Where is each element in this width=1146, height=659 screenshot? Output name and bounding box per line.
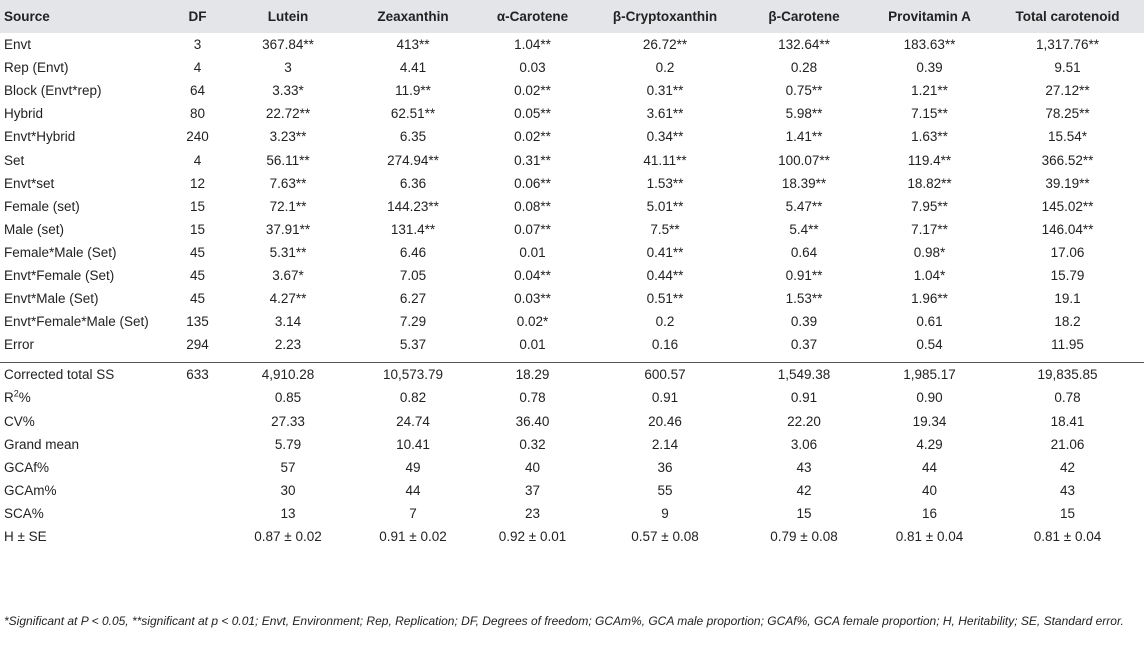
table-cell: 27.33 [271, 413, 305, 429]
table-cell: 0.64 [790, 244, 818, 260]
table-cell: 44 [921, 459, 938, 475]
column-header: Total carotenoid [991, 0, 1144, 33]
row-label: Set [4, 152, 25, 168]
table-cell: 40 [921, 482, 938, 498]
table-cell: 7.15** [911, 106, 948, 122]
table-cell: 3.23** [269, 129, 307, 145]
row-label-r2: $R^2\%$ [4, 388, 31, 406]
column-header: Source [0, 0, 170, 33]
table-cell: 45 [189, 267, 206, 283]
row-label: Hybrid [4, 106, 44, 122]
row-label: H ± SE [4, 529, 47, 545]
table-cell: 0.91** [785, 267, 823, 283]
table-row [0, 287, 1144, 310]
table-row [0, 172, 1144, 195]
table-cell: 6.35 [399, 129, 427, 145]
table-cell: 0.32 [519, 436, 546, 452]
table-cell: 131.4** [390, 221, 436, 237]
table-cell: 274.94** [387, 152, 439, 168]
table-cell: 55 [657, 482, 673, 498]
table-cell: 37 [524, 482, 541, 498]
table-cell [170, 502, 225, 525]
table-cell: 0.98* [913, 244, 946, 260]
column-header: β-Cryptoxanthin [590, 0, 740, 33]
table-cell: 5.98** [785, 106, 823, 122]
table-cell: 78.25** [1045, 106, 1090, 122]
table-cell: 183.63** [903, 37, 956, 53]
table-row [0, 333, 1144, 356]
table-cell [170, 479, 225, 502]
table-cell: 0.90 [916, 390, 943, 406]
table-cell: 41.11** [643, 152, 687, 168]
table-cell: 7.5** [650, 221, 680, 237]
table-cell: 600.57 [590, 363, 740, 387]
table-cell: 36.40 [515, 413, 550, 429]
table-cell: 5.31** [269, 244, 307, 260]
table-cell: 39.19** [1045, 175, 1090, 191]
table-row [0, 218, 1144, 241]
row-label: GCAf% [4, 459, 50, 475]
table-cell: 15 [189, 221, 206, 237]
table-cell: 18.2 [1054, 314, 1081, 330]
table-cell: 42 [1059, 459, 1076, 475]
table-cell: 3.33* [272, 83, 304, 99]
table-row [0, 148, 1144, 171]
table-cell: 1,549.38 [740, 363, 868, 387]
table-cell: 0.03 [519, 60, 546, 76]
row-label: Rep (Envt) [4, 60, 69, 76]
table-cell: 72.1** [269, 198, 307, 214]
table-cell: 18.41 [1050, 413, 1085, 429]
table-row [0, 33, 1144, 56]
table-cell: 0.81 ± 0.04 [895, 529, 964, 545]
table-row [0, 195, 1144, 218]
table-cell: 1.96** [911, 291, 948, 307]
table-header [0, 0, 1144, 33]
table-cell: 5.4** [789, 221, 819, 237]
table-cell: 13 [280, 505, 296, 521]
column-header: DF [170, 0, 225, 33]
table-cell: 19.34 [912, 413, 947, 429]
table-cell: 1.41** [785, 129, 823, 145]
table-cell: 0.01 [519, 337, 546, 353]
table-cell: 1.04** [514, 37, 551, 53]
table-cell: 5.37 [399, 337, 427, 353]
table-row [0, 310, 1144, 333]
table-cell: 132.64** [778, 37, 830, 53]
table-cell: 0.79 ± 0.08 [770, 529, 838, 545]
table-cell: 57 [280, 459, 296, 475]
table-cell: 0.75** [785, 83, 823, 99]
table-cell: 4 [193, 60, 202, 76]
table-cell: 30 [280, 482, 296, 498]
table-cell: 15 [189, 198, 206, 214]
column-header: α-Carotene [475, 0, 590, 33]
table-row [0, 102, 1144, 125]
row-label: Grand mean [4, 436, 80, 452]
table-cell: 0.82 [399, 390, 427, 406]
table-row [0, 479, 1144, 502]
table-cell: 7.29 [399, 314, 427, 330]
row-label: Envt*Female*Male (Set) [4, 314, 149, 330]
table-cell: 7 [409, 505, 417, 521]
table-cell: 4,910.28 [225, 363, 351, 387]
table-cell: 0.02** [514, 129, 551, 145]
table-cell: 27.12** [1045, 83, 1090, 99]
table-cell: 6.36 [399, 175, 427, 191]
table-cell: 413** [396, 37, 430, 53]
table-cell: 145.02** [1041, 198, 1094, 214]
table-row [0, 241, 1144, 264]
table-cell: 7.05 [399, 267, 427, 283]
row-label: Error [4, 337, 34, 353]
column-header: β-Carotene [740, 0, 868, 33]
table-cell: 240 [186, 129, 209, 145]
table-cell: 0.02* [516, 314, 549, 330]
table-cell: 6.27 [399, 291, 427, 307]
table-cell: 0.92 ± 0.01 [498, 529, 567, 545]
table-cell: 0.01 [519, 244, 546, 260]
table-cell: 11.9** [395, 83, 431, 99]
header-row [0, 0, 1144, 33]
summary-body [0, 363, 1144, 548]
table-cell: 16 [921, 505, 938, 521]
table-row [0, 264, 1144, 287]
table-row [0, 386, 1144, 409]
table-cell [170, 525, 225, 548]
table-cell: 15 [796, 505, 812, 521]
table-cell: 4.27** [269, 291, 307, 307]
table-cell: 40 [524, 459, 541, 475]
row-label: Envt*Male (Set) [4, 291, 99, 307]
table-cell: 0.04** [514, 267, 551, 283]
table-cell: 4.29 [916, 436, 943, 452]
table-cell: 0.91 [651, 390, 679, 406]
table-cell: 0.57 ± 0.08 [631, 529, 699, 545]
table-cell: 18.39** [781, 175, 827, 191]
table-cell: 19.1 [1054, 291, 1081, 307]
table-cell: 0.02** [514, 83, 551, 99]
table-cell: 119.4** [907, 152, 952, 168]
table-cell: 36 [657, 459, 673, 475]
table-cell: 3 [284, 60, 292, 76]
row-label: Block (Envt*rep) [4, 83, 102, 99]
row-label: GCAm% [4, 482, 57, 498]
table-cell: 0.08** [514, 198, 551, 214]
table-cell [170, 433, 225, 456]
table-row [0, 125, 1144, 148]
table-cell: 0.78 [519, 390, 546, 406]
table-cell: 18.29 [475, 363, 590, 387]
table-cell: 1.04* [913, 267, 946, 283]
table-cell: 15.54* [1047, 129, 1088, 145]
footnote: *Significant at P < 0.05, **significant at p < 0.01; Envt, Environment; Rep, Replication; DF, Degrees of freedom; GCAm%, GCA male proportion; GCAf%, GCA female proportion; H, Heritability; SE, Standard error. [4, 614, 1124, 628]
table-cell: 0.41** [646, 244, 684, 260]
table-row [0, 433, 1144, 456]
table-cell [170, 456, 225, 479]
table-cell: 49 [405, 459, 421, 475]
table-cell: 1.63** [911, 129, 948, 145]
table-cell: 62.51** [390, 106, 436, 122]
table-cell: 20.46 [648, 413, 682, 429]
table-cell: 17.06 [1050, 244, 1085, 260]
table-body [0, 33, 1144, 356]
table-cell: 11.95 [1051, 337, 1084, 353]
column-header: Lutein [225, 0, 351, 33]
table-cell: 0.31** [514, 152, 551, 168]
table-cell: 0.51** [646, 291, 684, 307]
table-cell: 10,573.79 [351, 363, 475, 387]
table-cell: 0.03** [514, 291, 551, 307]
row-label: Envt [4, 37, 32, 53]
table-cell: 0.87 ± 0.02 [254, 529, 322, 545]
table-row [0, 525, 1144, 548]
table-cell: 144.23** [387, 198, 439, 214]
table-cell: 6.46 [399, 244, 427, 260]
table-row [0, 410, 1144, 433]
table-cell: 42 [796, 482, 812, 498]
table-row [0, 56, 1144, 79]
table-cell: 2.23 [274, 337, 302, 353]
table-cell: 3.67* [272, 267, 304, 283]
table-cell: 0.06** [514, 175, 551, 191]
table-cell: 3.61** [646, 106, 684, 122]
table-cell: 0.81 ± 0.04 [1033, 529, 1102, 545]
table-cell: 294 [186, 337, 209, 353]
table-cell: 45 [189, 244, 206, 260]
table-cell [170, 410, 225, 433]
table-cell: 367.84** [262, 37, 314, 53]
table-cell: 0.28 [790, 60, 818, 76]
table-cell: 7.63** [269, 175, 307, 191]
table-cell: 80 [189, 106, 206, 122]
column-header: Zeaxanthin [351, 0, 475, 33]
table-cell: 19,835.85 [991, 363, 1144, 387]
table-cell: 5.01** [646, 198, 684, 214]
table-cell: 22.20 [787, 413, 821, 429]
table-cell: 0.54 [916, 337, 943, 353]
table-cell: 9.51 [1054, 60, 1081, 76]
table-cell: 24.74 [396, 413, 430, 429]
table-cell: 0.05** [514, 106, 551, 122]
table-cell: 146.04** [1041, 221, 1094, 237]
table-cell: 15.79 [1050, 267, 1085, 283]
table-cell: 21.06 [1050, 436, 1085, 452]
table-row [0, 79, 1144, 102]
table-cell: 64 [189, 83, 206, 99]
row-label: Envt*Female (Set) [4, 267, 115, 283]
table-cell: 22.72** [265, 106, 311, 122]
table-cell: 5.79 [274, 436, 302, 452]
table-cell: 7.95** [911, 198, 948, 214]
table-cell: 0.44** [646, 267, 684, 283]
table-cell: 15 [1059, 505, 1076, 521]
row-label: Male (set) [4, 221, 65, 237]
table-cell: 2.14 [651, 436, 679, 452]
table-cell: 3.06 [790, 436, 818, 452]
table-row [0, 502, 1144, 525]
table-cell: 12 [189, 175, 206, 191]
table-cell: 44 [405, 482, 421, 498]
row-label: Corrected total SS [0, 363, 170, 387]
table-cell: 37.91** [265, 221, 311, 237]
table-cell: 0.91 ± 0.02 [379, 529, 447, 545]
row-label: CV% [4, 413, 35, 429]
table-cell: 18.82** [907, 175, 952, 191]
table-cell: 0.07** [514, 221, 551, 237]
table-cell: 0.91 [790, 390, 818, 406]
row-label: Envt*Hybrid [4, 129, 76, 145]
column-header: Provitamin A [868, 0, 991, 33]
table-cell: 3 [193, 37, 202, 53]
table-cell: 633 [170, 363, 225, 387]
table-cell: 45 [189, 291, 206, 307]
table-cell: 0.37 [790, 337, 818, 353]
table-cell: 135 [186, 314, 209, 330]
table-cell: 4.41 [399, 60, 427, 76]
row-label: SCA% [4, 505, 44, 521]
table-cell: 1.53** [785, 291, 823, 307]
table-cell: 0.2 [655, 60, 675, 76]
row-label: Envt*set [4, 175, 55, 191]
table-cell: 1,985.17 [868, 363, 991, 387]
table-cell: 10.41 [396, 436, 430, 452]
table-cell: 100.07** [778, 152, 830, 168]
table-cell: 3.14 [274, 314, 302, 330]
table-cell: 366.52** [1041, 152, 1094, 168]
table-cell: 0.78 [1054, 390, 1081, 406]
table-row [0, 363, 1144, 387]
table-cell: 0.85 [274, 390, 302, 406]
table-cell: 23 [524, 505, 541, 521]
table-cell: 43 [1059, 482, 1076, 498]
table-cell: 0.31** [646, 83, 684, 99]
table-cell [170, 386, 225, 409]
table-cell: 0.61 [916, 314, 943, 330]
table-cell: 7.17** [911, 221, 948, 237]
table-cell: 56.11** [266, 152, 310, 168]
table-cell: 43 [796, 459, 812, 475]
table-cell: 0.39 [916, 60, 943, 76]
table-cell: 1,317.76** [1035, 37, 1100, 53]
table-cell: 0.34** [646, 129, 684, 145]
row-label: Female*Male (Set) [4, 244, 117, 260]
table-cell: 0.39 [790, 314, 818, 330]
table-cell: 1.21** [911, 83, 948, 99]
table-row [0, 456, 1144, 479]
table-cell: 0.16 [651, 337, 679, 353]
table-cell: 1.53** [646, 175, 684, 191]
table-cell: 0.2 [655, 314, 675, 330]
table-cell: 5.47** [785, 198, 823, 214]
table-cell: 9 [661, 505, 669, 521]
table-cell: 4 [193, 152, 202, 168]
table-cell: 26.72** [642, 37, 688, 53]
row-label: Female (set) [4, 198, 80, 214]
